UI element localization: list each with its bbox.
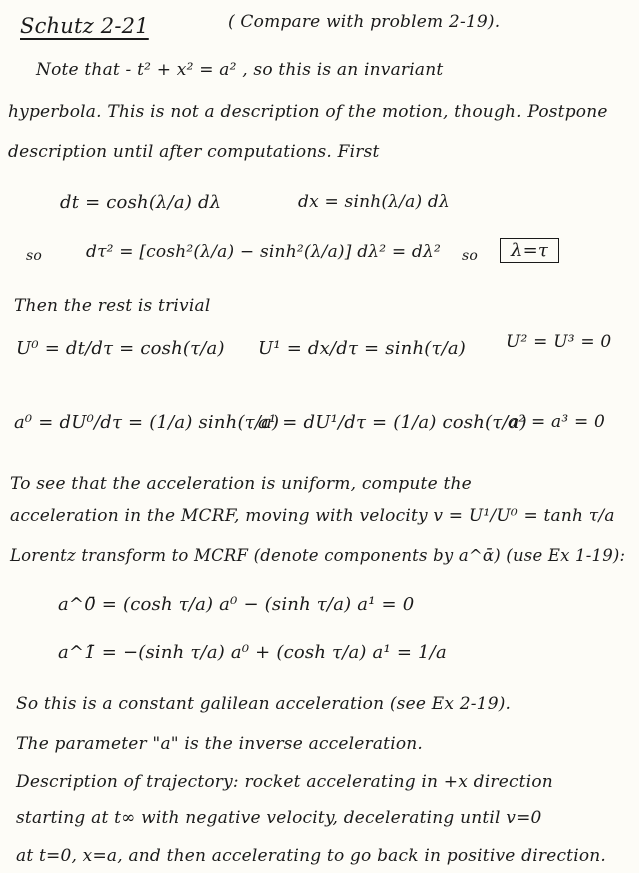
text-line-16: Description of trajectory: rocket accelerating in +x direction bbox=[16, 772, 553, 792]
equation-dtau: dτ² = [cosh²(λ/a) − sinh²(λ/a)] dλ² = dλ² bbox=[86, 242, 441, 262]
text-line-9: To see that the acceleration is uniform, compute the bbox=[10, 474, 472, 494]
page-title: Schutz 2-21 bbox=[20, 14, 149, 38]
equation-a0: a⁰ = dU⁰/dτ = (1/a) sinh(τ/a) bbox=[14, 412, 280, 433]
text-line-18: at t=0, x=a, and then accelerating to go back in positive direction. bbox=[16, 846, 607, 866]
text-line-15: The parameter "a" is the inverse acceleration. bbox=[16, 734, 424, 754]
equation-u2-u3: U² = U³ = 0 bbox=[506, 332, 612, 352]
text-line-10: acceleration in the MCRF, moving with velocity v = U¹/U⁰ = tanh τ/a bbox=[10, 506, 615, 526]
equation-a2-a3: a² = a³ = 0 bbox=[508, 412, 606, 432]
title-note: ( Compare with problem 2-19). bbox=[228, 12, 501, 32]
text-line-1: Note that - t² + x² = a² , so this is an invariant bbox=[36, 60, 444, 80]
equation-dt: dt = cosh(λ/a) dλ bbox=[60, 192, 222, 213]
equation-u1: U¹ = dx/dτ = sinh(τ/a) bbox=[258, 338, 467, 359]
so-label-2: so bbox=[462, 248, 479, 264]
boxed-result: λ=τ bbox=[500, 238, 559, 263]
so-label-1: so bbox=[26, 248, 43, 264]
equation-dx: dx = sinh(λ/a) dλ bbox=[298, 192, 450, 212]
equation-u0: U⁰ = dt/dτ = cosh(τ/a) bbox=[16, 338, 225, 359]
equation-a0-bar: a^0̄ = (cosh τ/a) a⁰ − (sinh τ/a) a¹ = 0 bbox=[58, 594, 415, 615]
text-line-3: description until after computations. First bbox=[8, 142, 380, 162]
text-line-2: hyperbola. This is not a description of the motion, though. Postpone bbox=[8, 102, 608, 122]
text-line-11: Lorentz transform to MCRF (denote components by a^ᾱ) (use Ex 1-19): bbox=[10, 546, 626, 565]
text-line-6: Then the rest is trivial bbox=[14, 296, 211, 316]
text-line-17: starting at t∞ with negative velocity, decelerating until v=0 bbox=[16, 808, 542, 828]
equation-a1-bar: a^1̄ = −(sinh τ/a) a⁰ + (cosh τ/a) a¹ = 1/a bbox=[58, 642, 447, 663]
text-line-14: So this is a constant galilean acceleration (see Ex 2-19). bbox=[16, 694, 512, 714]
equation-a1: a¹ = dU¹/dτ = (1/a) cosh(τ/a) bbox=[258, 412, 527, 433]
